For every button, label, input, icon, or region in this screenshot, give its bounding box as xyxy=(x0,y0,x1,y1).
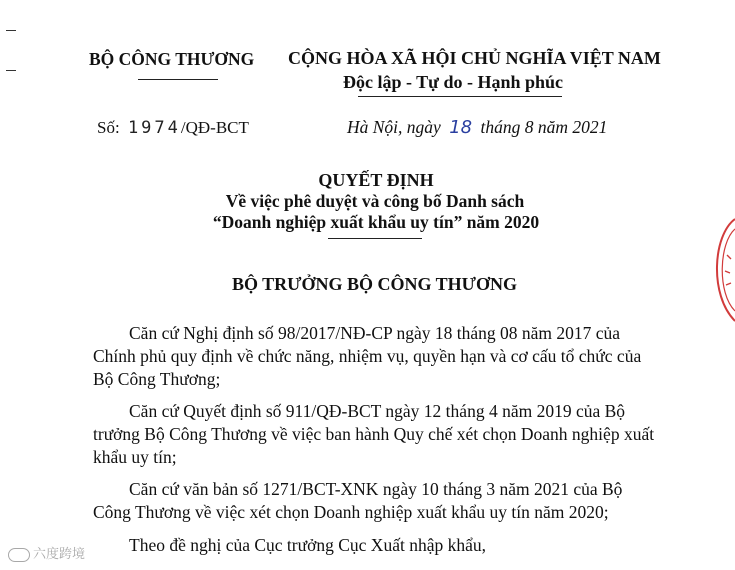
issuing-authority: BỘ TRƯỞNG BỘ CÔNG THƯƠNG xyxy=(231,274,518,294)
paragraph-line: khẩu uy tín; xyxy=(93,447,177,467)
number-prefix: Số: xyxy=(97,118,120,137)
place-date-prefix: Hà Nội, ngày xyxy=(347,117,441,137)
scan-mark-top xyxy=(6,30,16,31)
scan-mark-bottom xyxy=(6,70,16,71)
stamp-seal xyxy=(705,215,735,325)
paragraph-line: Căn cứ văn bản số 1271/BCT-XNK ngày 10 tháng 3 năm 2021 của Bộ xyxy=(129,479,623,499)
watermark-logo-icon xyxy=(8,548,30,562)
national-motto: Độc lập - Tự do - Hạnh phúc xyxy=(343,72,564,92)
paragraph-line: Bộ Công Thương; xyxy=(93,369,221,389)
paragraph-3 xyxy=(93,478,673,524)
paragraph-4 xyxy=(93,534,673,557)
place-date xyxy=(347,117,607,138)
document-number xyxy=(97,118,249,138)
watermark-text: 六度跨境 xyxy=(33,547,86,562)
paragraph-line: Theo đề nghị của Cục trưởng Cục Xuất nhập khẩu, xyxy=(129,535,486,555)
title-underline xyxy=(328,238,422,239)
paragraph-2 xyxy=(93,400,673,469)
paragraph-line: Căn cứ Nghị định số 98/2017/NĐ-CP ngày 18 tháng 08 năm 2017 của xyxy=(129,323,621,343)
motto-underline xyxy=(358,96,562,97)
paragraph-1 xyxy=(93,322,673,391)
paragraph-line: Công Thương về việc xét chọn Doanh nghiệp xuất khẩu uy tín năm 2020; xyxy=(93,502,609,522)
decision-subtitle-line1: Về việc phê duyệt và công bố Danh sách xyxy=(225,191,525,211)
paragraph-line: Chính phủ quy định về chức năng, nhiệm vụ, quyền hạn và cơ cấu tổ chức của xyxy=(93,346,642,366)
place-date-suffix: tháng 8 năm 2021 xyxy=(480,117,608,137)
decision-subtitle-line2: “Doanh nghiệp xuất khẩu uy tín” năm 2020 xyxy=(212,212,540,232)
republic-name: CỘNG HÒA XÃ HỘI CHỦ NGHĨA VIỆT NAM xyxy=(288,48,661,68)
decision-heading: QUYẾT ĐỊNH xyxy=(318,170,434,190)
handwritten-day: 18 xyxy=(449,117,473,138)
number-value: 1974 xyxy=(127,118,181,138)
watermark xyxy=(8,543,85,562)
ministry-name: BỘ CÔNG THƯƠNG xyxy=(89,49,255,69)
number-suffix: /QĐ-BCT xyxy=(180,118,249,137)
paragraph-line: trưởng Bộ Công Thương về việc ban hành Quy chế xét chọn Doanh nghiệp xuất xyxy=(93,424,655,444)
ministry-underline xyxy=(138,79,218,80)
paragraph-line: Căn cứ Quyết định số 911/QĐ-BCT ngày 12 tháng 4 năm 2019 của Bộ xyxy=(129,401,626,421)
